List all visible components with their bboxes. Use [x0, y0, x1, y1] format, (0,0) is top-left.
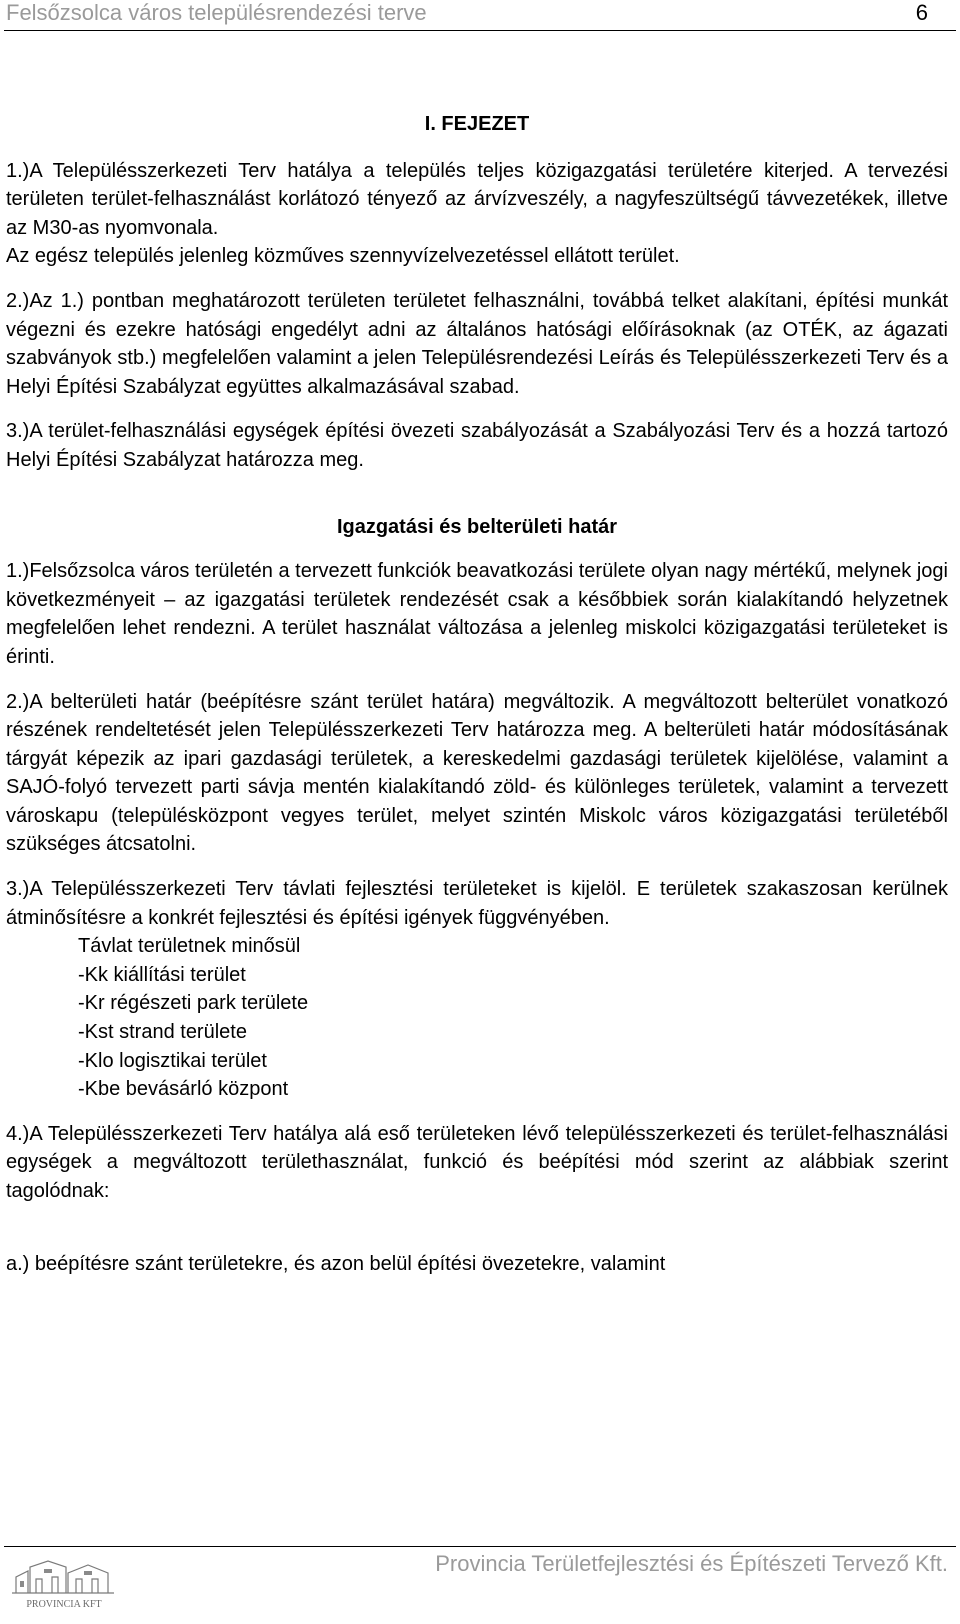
provincia-logo-icon — [8, 1553, 120, 1613]
paragraph-2-4: 4.)A Településszerkezeti Terv hatálya alá eső területeken lévő településszerkezeti és terület-felhasználási egységek a megváltozott területhasználat, funkció és beépítési mód szerint az alábbiak szerint tagolódnak: — [6, 1122, 948, 1202]
paragraph-2-2: 2.)A belterületi határ (beépítésre szánt terület határa) megváltozik. A megváltozott belterület vonatkozó részének rendeltetését jelen Településszerkezeti Terv határozza meg. A belterületi határ módosításának tárgyát képezik az ipari gazdasági területek, a kereskedelmi gazdasági területek kijelölése, valamint a SAJÓ-folyó tervezett parti sávja mentén kialakítandó zöld- és különleges területek, valamint a tervezett városkapu (településközpont vegyes terület, melyet szintén Miskolc város közigazgatási területéből szükséges átcsatolni. — [6, 690, 948, 856]
list-item: -Kr régészeti park területe — [78, 992, 309, 1015]
paragraph-1-3: 3.)A terület-felhasználási egységek építési övezeti szabályozását a Szabályozási Terv és a hozzá tartozó Helyi Építési Szabályzat határozza meg. — [6, 420, 948, 471]
paragraph-2-5: a.) beépítésre szánt területekre, és azon belül építési övezetekre, valamint — [6, 1252, 666, 1275]
subheading: Igazgatási és belterületi határ — [336, 515, 618, 538]
list-item: -Kk kiállítási terület — [78, 963, 246, 986]
paragraph-2-3: 3.)A Településszerkezeti Terv távlati fejlesztési területeket is kijelöl. E területek szakaszosan kerülnek átminősítésre a konkrét fejlesztési és építési igények függvényében. — [6, 878, 948, 929]
chapter-heading: I. FEJEZET — [424, 113, 530, 135]
paragraph-2-1: 1.)Felsőzsolca város területén a tervezett funkciók beavatkozási területe olyan nagy mértékű, melynek jogi következményeit – az igazgatási területek rendezését csak a későbbiek során kialakítandó helyzetnek megfelelően lehet rendezni. A terület használat változása a jelenleg miskolci közigazgatási területeket is érinti. — [6, 560, 948, 668]
list-item: -Kbe bevásárló központ — [78, 1078, 289, 1101]
paragraph-1-1b: Az egész település jelenleg közműves szennyvízelvezetéssel ellátott terület. — [6, 245, 680, 268]
paragraph-1-2: 2.)Az 1.) pontban meghatározott területen területet felhasználni, továbbá telket alakítani, építési munkát végezni és ezekre hatósági engedélyt adni az általános hatósági előírásoknak (az OTÉK, az ágazati szabványok stb.) megfelelően valamint a jelen Településrendezési Leírás és Településszerkezeti Terv és a Helyi Építési Szabályzat együttes alkalmazásával szabad. — [6, 289, 948, 398]
footer-company: Provincia Területfejlesztési és Építészeti Tervező Kft. — [435, 1551, 948, 1576]
list-item: Távlat területnek minősül — [78, 935, 301, 958]
paragraph-1-1: 1.)A Településszerkezeti Terv hatálya a település teljes közigazgatási területére kiterjed. A tervezési területen terület-felhasználást korlátozó tényező az árvízveszély, a nagyfeszültségű távvezetékek, illetve az M30-as nyomvonala. — [6, 159, 948, 239]
list-item: -Klo logisztikai terület — [78, 1049, 267, 1072]
document-body — [6, 110, 948, 1278]
distant-areas-list — [6, 932, 948, 1104]
header-title: Felsőzsolca város településrendezési terve — [6, 0, 427, 25]
list-item: -Kst strand területe — [78, 1021, 247, 1044]
page-footer — [4, 1546, 956, 1617]
provincia-logo — [8, 1553, 120, 1613]
svg-text:PROVINCIA KFT: PROVINCIA KFT — [26, 1599, 102, 1610]
page-header — [4, 0, 956, 31]
page-number: 6 — [915, 0, 928, 25]
